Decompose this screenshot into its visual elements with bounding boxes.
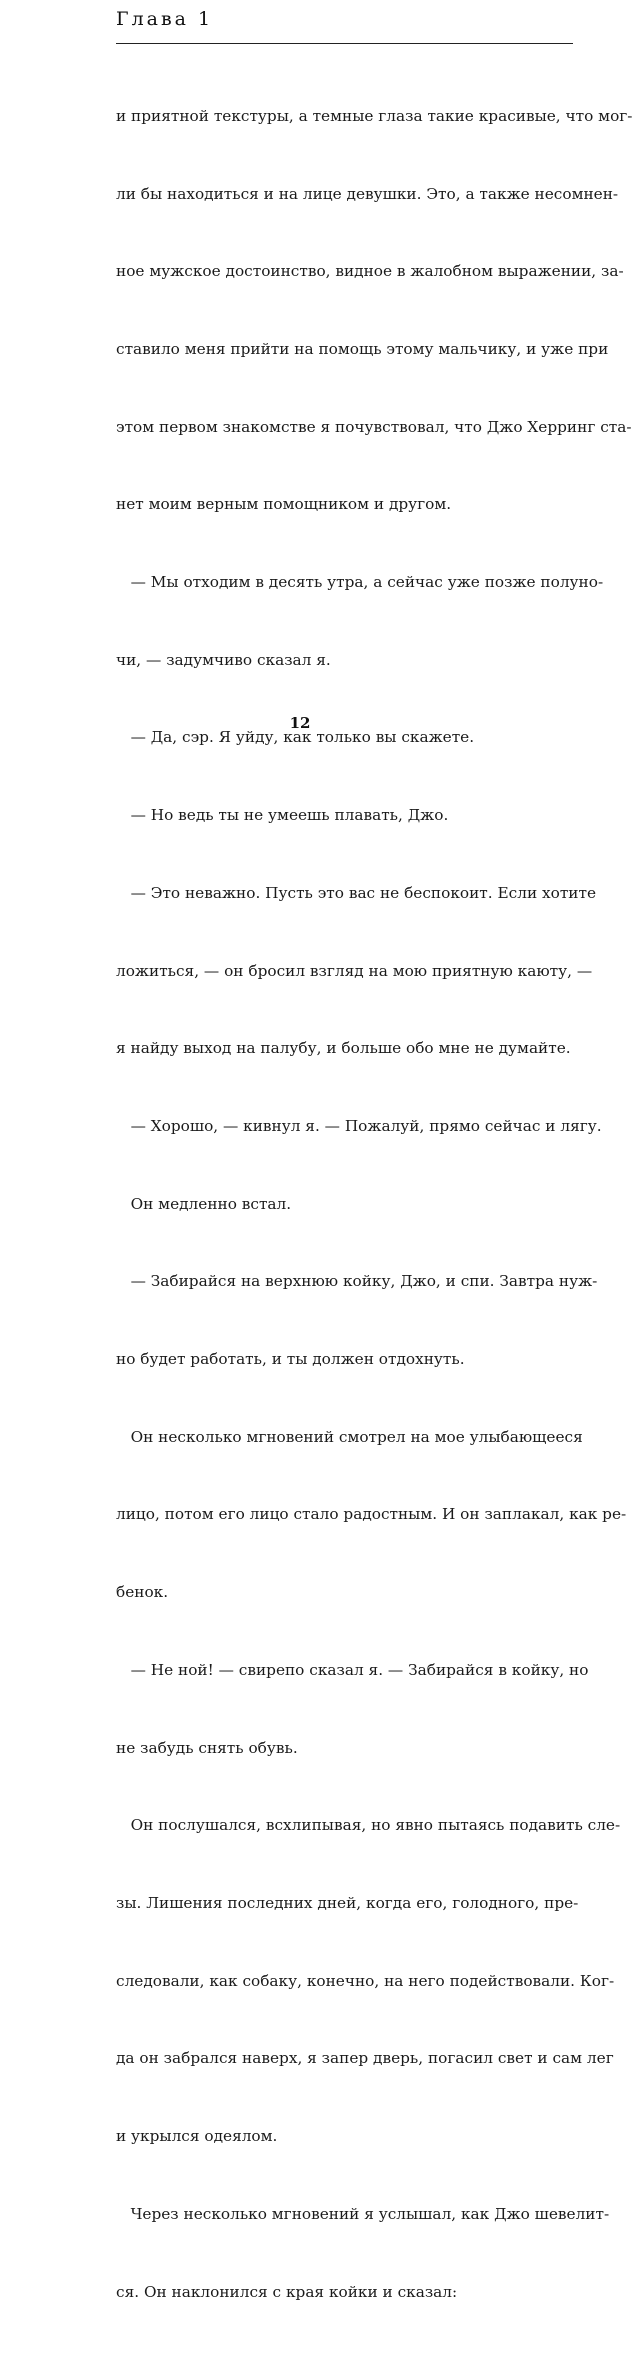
text-line: Через несколько мгновений я услышал, как Джо шевелит- xyxy=(116,2204,610,2223)
text-line: ли бы находиться и на лице девушки. Это, а также несомнен- xyxy=(116,184,619,203)
page-number: 12 xyxy=(289,714,311,732)
text-line: и укрылся одеялом. xyxy=(116,2127,278,2146)
text-line: нет моим верным помощником и другом. xyxy=(116,495,452,514)
text-line: этом первом знакомстве я почувствовал, что Джо Херринг ста- xyxy=(116,417,632,436)
text-line: зы. Лишения последних дней, когда его, голодного, пре- xyxy=(116,1893,579,1912)
text-line: Он несколько мгновений смотрел на мое улыбающееся xyxy=(116,1427,583,1446)
text-line: ся. Он наклонился с края койки и сказал: xyxy=(116,2282,458,2301)
text-line: ложиться, — он бросил взгляд на мою приятную каюту, — xyxy=(116,961,593,980)
text-line: ное мужское достоинство, видное в жалобном выражении, за- xyxy=(116,262,624,281)
header-divider xyxy=(116,43,573,44)
text-line: ставило меня прийти на помощь этому мальчику, и уже при xyxy=(116,339,609,358)
text-line: — Да, сэр. Я уйду, как только вы скажете. xyxy=(116,728,475,747)
text-line: — Но ведь ты не умеешь плавать, Джо. xyxy=(116,806,449,825)
text-line: лицо, потом его лицо стало радостным. И он заплакал, как ре- xyxy=(116,1505,627,1524)
text-line: Он медленно встал. xyxy=(116,1194,292,1213)
text-line: но будет работать, и ты должен отдохнуть. xyxy=(116,1350,465,1369)
text-line: Он послушался, всхлипывая, но явно пытаясь подавить сле- xyxy=(116,1816,621,1835)
text-line: я найду выход на палубу, и больше обо мне не думайте. xyxy=(116,1039,571,1058)
text-line: — Хорошо, — кивнул я. — Пожалуй, прямо сейчас и лягу. xyxy=(116,1116,602,1135)
text-line: не забудь снять обувь. xyxy=(116,1738,298,1757)
body-text xyxy=(116,52,632,2357)
text-line: бенок. xyxy=(116,1583,169,1602)
text-line: и приятной текстуры, а темные глаза такие красивые, что мог- xyxy=(116,106,632,125)
text-line: — Не ной! — свирепо сказал я. — Забирайся в койку, но xyxy=(116,1660,589,1679)
text-line: чи, — задумчиво сказал я. xyxy=(116,650,331,669)
chapter-title: Глава 1 xyxy=(116,8,214,30)
text-line: да он забрался наверх, я запер дверь, погасил свет и сам лег xyxy=(116,2049,614,2068)
text-line: — Это неважно. Пусть это вас не беспокоит. Если хотите xyxy=(116,883,597,902)
text-line: — Мы отходим в десять утра, а сейчас уже позже полуно- xyxy=(116,573,604,592)
text-line: — Забирайся на верхнюю койку, Джо, и спи. Завтра нуж- xyxy=(116,1272,598,1291)
text-line: следовали, как собаку, конечно, на него подействовали. Ког- xyxy=(116,1971,615,1990)
